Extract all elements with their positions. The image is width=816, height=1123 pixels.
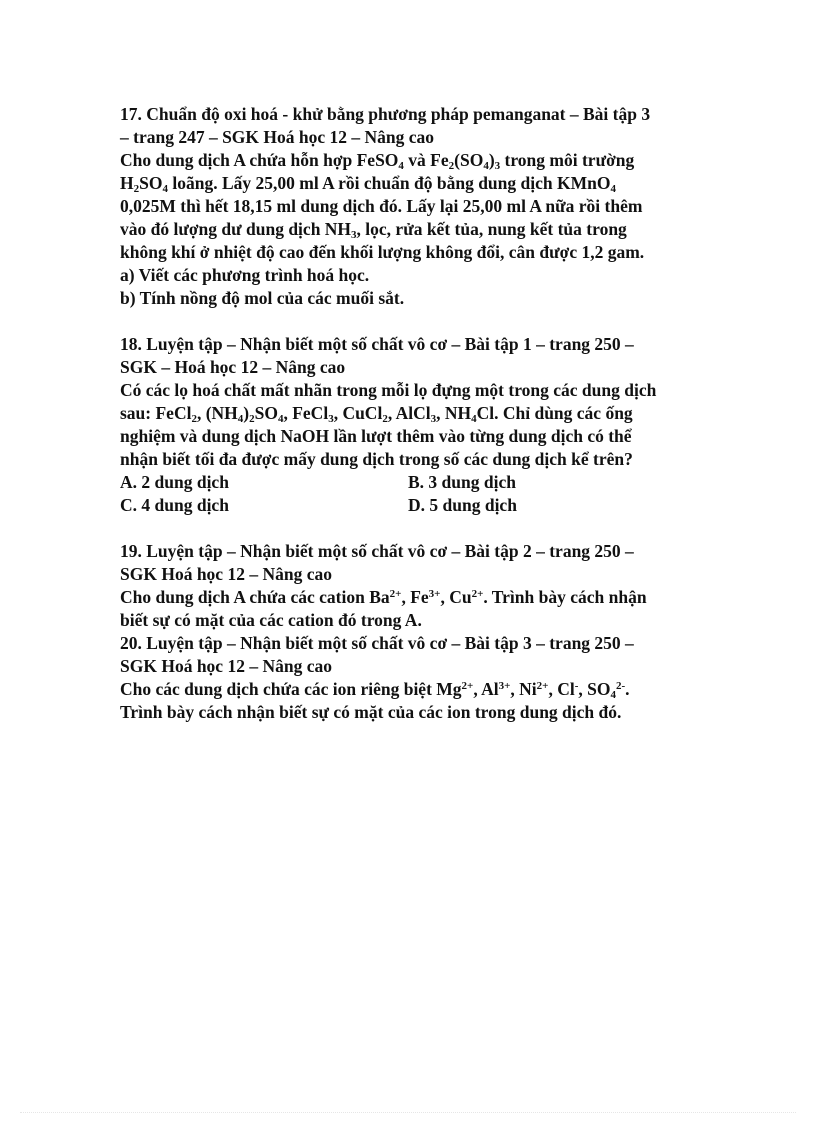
superscript: 2+ [389, 588, 402, 600]
q18-text-line-4: nhận biết tối đa được mấy dung dịch trong số các dung dịch kể trên? [120, 449, 633, 469]
q20-text-line-1 [120, 678, 700, 701]
q17-text-line-3: 0,025M thì hết 18,15 ml dung dịch đó. Lấy lại 25,00 ml A nữa rồi thêm [120, 196, 643, 216]
subscript: 4 [398, 160, 404, 172]
subscript: 3 [328, 413, 334, 425]
text: , (NH [196, 403, 238, 423]
q18-title-line-1: 18. Luyện tập – Nhận biết một số chất vô cơ – Bài tập 1 – trang 250 – [120, 334, 634, 354]
q17-text-line-5: không khí ở nhiệt độ cao đến khối lượng không đổi, cân được 1,2 gam. [120, 242, 645, 262]
spacer [120, 310, 700, 333]
text: , SO [578, 679, 611, 699]
q18-title-line-2: SGK – Hoá học 12 – Nâng cao [120, 357, 346, 377]
subscript: 3 [351, 229, 357, 241]
subscript: 2 [448, 160, 455, 172]
q18-text-line-2 [120, 402, 700, 425]
text: , Cl [548, 679, 575, 699]
option-d: D. 5 dung dịch [408, 495, 517, 515]
text: H [120, 173, 134, 193]
q19-text-line-1 [120, 586, 700, 609]
q19-text-line-2: biết sự có mặt của các cation đó trong A. [120, 610, 422, 630]
text: SO [254, 403, 278, 423]
text: , AlCl [387, 403, 431, 423]
q18-options-row-1 [120, 471, 700, 494]
subscript: 4 [277, 413, 284, 425]
q17-part-b: b) Tính nồng độ mol của các muối sắt. [120, 288, 405, 308]
text: loãng. Lấy 25,00 ml A rồi chuẩn độ bằng dung dịch KMnO [167, 173, 611, 193]
text: , Cu [440, 587, 472, 607]
subscript: 4 [162, 183, 168, 195]
q17-title-line-2: – trang 247 – SGK Hoá học 12 – Nâng cao [120, 127, 435, 147]
text: Cho dung dịch A chứa hỗn hợp FeSO [120, 150, 399, 170]
text: vào đó lượng dư dung dịch NH [120, 219, 352, 239]
subscript: 2 [249, 413, 255, 425]
q17-text-line-2 [120, 172, 700, 195]
subscript: 4 [483, 160, 489, 172]
subscript: 2 [191, 413, 197, 425]
superscript: 2+ [536, 680, 549, 692]
option-a: A. 2 dung dịch [120, 472, 229, 492]
subscript: 2 [133, 183, 140, 195]
text: và Fe [403, 150, 449, 170]
text: Cho dung dịch A chứa các cation Ba [120, 587, 390, 607]
q17-title-line-1: 17. Chuẩn độ oxi hoá - khử bằng phương pháp pemanganat – Bài tập 3 [120, 104, 651, 124]
superscript: 2+ [461, 680, 474, 692]
text: . [625, 679, 630, 699]
subscript: 4 [237, 413, 244, 425]
q18-text-line-1: Có các lọ hoá chất mất nhãn trong mỗi lọ đựng một trong các dung dịch [120, 380, 657, 400]
q18-options-row-2 [120, 494, 700, 517]
text: sau: FeCl [120, 403, 192, 423]
text: ) [243, 403, 250, 423]
subscript: 3 [430, 413, 437, 425]
document-body [120, 103, 700, 724]
text: SO [139, 173, 163, 193]
text: . Trình bày cách nhận [483, 587, 647, 607]
q17-text-line-4 [120, 218, 700, 241]
superscript: 2+ [471, 588, 484, 600]
text: trong môi trường [500, 150, 635, 170]
page-bottom-divider [20, 1112, 796, 1113]
subscript: 3 [494, 160, 501, 172]
superscript: - [574, 680, 579, 692]
q20-title-line-2: SGK Hoá học 12 – Nâng cao [120, 656, 332, 676]
text: Cl. Chỉ dùng các ống [476, 403, 633, 423]
q19-title-line-2: SGK Hoá học 12 – Nâng cao [120, 564, 332, 584]
text: , NH [436, 403, 472, 423]
text: ) [488, 150, 495, 170]
superscript: 2- [615, 680, 626, 692]
spacer [120, 517, 700, 540]
q20-title-line-1: 20. Luyện tập – Nhận biết một số chất vô cơ – Bài tập 3 – trang 250 – [120, 633, 634, 653]
superscript: 3+ [498, 680, 511, 692]
text: , Fe [401, 587, 429, 607]
subscript: 2 [382, 413, 388, 425]
q17-part-a: a) Viết các phương trình hoá học. [120, 265, 370, 285]
text: , Al [473, 679, 499, 699]
q19-title-line-1: 19. Luyện tập – Nhận biết một số chất vô cơ – Bài tập 2 – trang 250 – [120, 541, 634, 561]
option-b: B. 3 dung dịch [408, 472, 516, 492]
superscript: 3+ [428, 588, 441, 600]
subscript: 4 [610, 689, 616, 701]
text: , Ni [510, 679, 537, 699]
subscript: 4 [471, 413, 477, 425]
text: , lọc, rửa kết tủa, nung kết tủa trong [356, 219, 627, 239]
subscript: 4 [610, 183, 616, 195]
text: (SO [454, 150, 484, 170]
option-c: C. 4 dung dịch [120, 495, 229, 515]
q17-text-line-1 [120, 149, 700, 172]
q20-text-line-2: Trình bày cách nhận biết sự có mặt của các ion trong dung dịch đó. [120, 702, 622, 722]
text: , FeCl [283, 403, 329, 423]
text: Cho các dung dịch chứa các ion riêng biệt Mg [120, 679, 462, 699]
text: , CuCl [333, 403, 383, 423]
q18-text-line-3: nghiệm và dung dịch NaOH lần lượt thêm vào từng dung dịch có thể [120, 426, 632, 446]
